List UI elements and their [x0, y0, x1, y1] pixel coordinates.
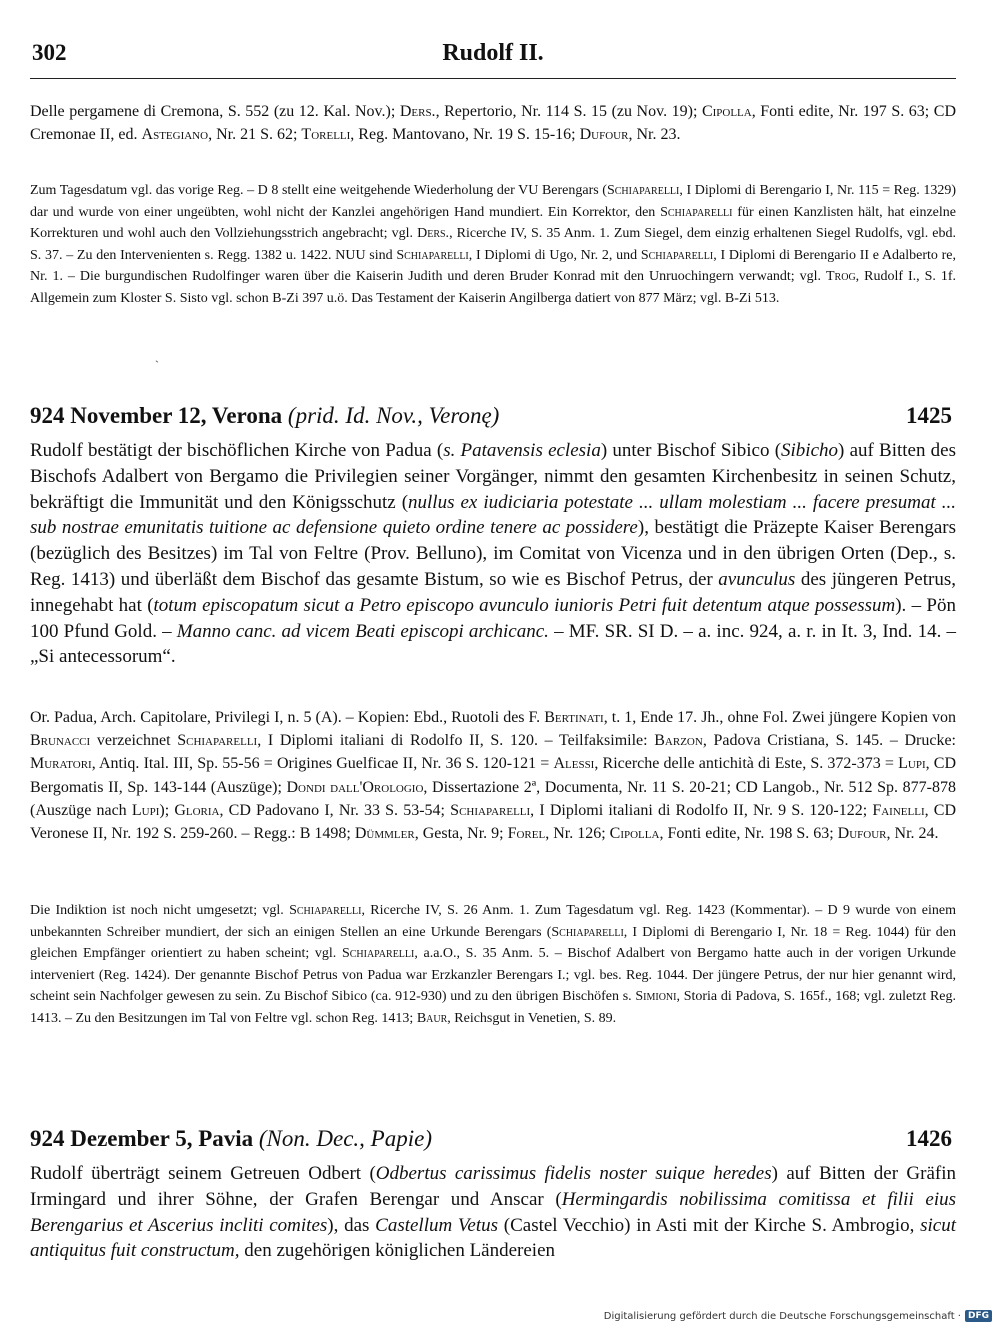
author: Forel	[507, 825, 546, 843]
page-title: Rudolf II.	[442, 40, 544, 66]
regest-commentary-1425: Die Indiktion ist noch nicht umgesetzt; vgl. Schiaparelli, Ricerche IV, S. 26 Anm. 1. Zum Tagesdatum vgl. Reg. 1423 (Kommentar). – D 9 wurde von einem unbekannten Schreiber mundiert, der sich an einigen Stellen an eine Urkunde Berengars (Schiaparelli, I Diplomi di Berengario I, Nr. 18 = Reg. 1044) für den gleichen Empfänger orientiert zu haben scheint; vgl. Schiaparelli, a.a.O., S. 35 Anm. 5. – Bischof Adalbert von Bergamo hatte auch in der vorigen Urkunde interveniert (Reg. 1424). Der genannte Bischof Petrus von Padua war Erzkanzler Berengars I.; vgl. bes. Reg. 1044. Der jüngere Petrus, der nur hier genannt wird, scheint sein Nachfolger gewesen zu sein. Zu Bischof Sibico (ca. 912-930) und zu den übrigen Bischöfen s. Simioni, Storia di Padova, S. 165f., 168; vgl. zuletzt Reg. 1413. – Zu den Besitzungen im Tal von Feltre vgl. schon Reg. 1413; Baur, Reichsgut in Venetien, S. 89.	[30, 903, 957, 1026]
author: Ders.	[417, 226, 450, 242]
author: Dufour	[837, 825, 887, 843]
regest-original-date: (Non. Dec., Papie)	[258, 1126, 432, 1151]
author: Barzon	[654, 732, 703, 750]
regest-date-place: 924 November 12, Verona	[30, 403, 283, 428]
author: Ders.	[399, 103, 436, 120]
author: Schiaparelli	[606, 183, 680, 198]
author: Schiaparelli	[640, 247, 714, 263]
regest-heading-1426	[30, 1126, 956, 1154]
author: Trog	[826, 269, 856, 285]
author: Baur	[416, 1010, 448, 1026]
footer-text: Digitalisierung gefördert durch die Deutsche Forschungsgemeinschaft ·	[603, 1310, 961, 1322]
page-header	[30, 38, 956, 79]
author: Schiaparelli	[289, 903, 362, 918]
regest-number: 1426	[906, 1126, 952, 1151]
author: Cipolla	[701, 103, 752, 120]
author: Astegiano	[141, 126, 209, 143]
regest-date-place: 924 Dezember 5, Pavia	[30, 1126, 254, 1151]
author: Dümmler	[354, 825, 415, 843]
author: Bertinati	[544, 709, 604, 726]
footer-credit	[604, 1310, 992, 1322]
regest-body-1425: Rudolf bestätigt der bischöflichen Kirche von Padua (s. Patavensis eclesia) unter Bischof Sibico (Sibicho) auf Bitten des Bischofs Adalbert von Bergamo die Privilegien seiner Vorgänger, nimmt den gesamten Kirchenbesitz in seinen Schutz, bekräftigt die Immunität und den Königsschutz (nullus ex iudiciaria potestate ... ullam molestiam ... facere presumat ... sub nostrae emunitatis tuitione ac defensione quieto ordine tenere ac possidere), bestätigt die Präzepte Kaiser Berengars (bezüglich des Besitzes) im Tal von Feltre (Prov. Belluno), im Comitat von Vicenza und in den übrigen Orten (Dep., s. Reg. 1413) und überläßt dem Bischof das gesamte Bistum, so wie es Bischof Petrus, der avunculus des jüngeren Petrus, innegehabt hat (totum episcopatum sicut a Petro episcopo avunculo iunioris Petri fuit detentum atque possessum). – Pön 100 Pfund Gold. – Manno canc. ad vicem Beati episcopi archicanc. – MF. SR. SI D. – a. inc. 924, a. r. in It. 3, Ind. 14. – „Si antecessorum“.	[30, 440, 957, 668]
author: Schiaparelli	[177, 732, 258, 750]
author: Cipolla	[609, 825, 660, 843]
author: Schiaparelli	[450, 801, 531, 819]
author: Schiaparelli	[341, 946, 415, 961]
author: Dondi dall'Orologio	[286, 778, 424, 796]
regest-original-date: (prid. Id. Nov., Veronę)	[287, 403, 500, 428]
author: Fainelli	[872, 801, 925, 819]
dfg-logo-icon: DFG	[965, 1310, 992, 1322]
author: Lupi	[131, 801, 160, 819]
regest-heading-1425	[30, 403, 956, 431]
author: Schiaparelli	[396, 247, 469, 263]
author: Dufour	[579, 126, 629, 143]
author: Lupi	[898, 755, 926, 773]
page-number: 302	[32, 40, 67, 65]
author: Muratori	[30, 755, 92, 773]
author: Torelli	[301, 126, 351, 143]
author: Brunacci	[30, 732, 91, 750]
prev-commentary: Zum Tagesdatum vgl. das vorige Reg. – D 8 stellt eine weitgehende Wiederholung der VU Berengars (Schiaparelli, I Diplomi di Berengario I, Nr. 115 = Reg. 1329) dar und wurde von einer ungeübten, wohl nicht der Kanzlei angehörigen Hand mundiert. Ein Korrektor, den Schiaparelli für einen Kanzlisten hält, hat einzelne Korrekturen und wohl auch den Vollziehungsstrich angebracht; vgl. Ders., Ricerche IV, S. 35 Anm. 1. Zum Siegel, dem einzig erhaltenen Siegel Rudolfs, vgl. ebd. S. 37. – Zu den Intervenienten s. Regg. 1382 u. 1422. NUU sind Schiaparelli, I Diplomi di Ugo, Nr. 2, und Schiaparelli, I Diplomi di Berengario II e Adalberto re, Nr. 1. – Die burgundischen Rudolfinger waren über die Kaiserin Judith und deren Bruder Konrad mit den Unruochingern verwandt; vgl. Trog, Rudolf I., S. 1f. Allgemein zum Kloster S. Sisto vgl. schon B-Zi 397 u.ö. Das Testament der Kaiserin Angilberga datiert von 877 März; vgl. B-Zi 513.	[30, 183, 957, 306]
stray-mark: `	[155, 358, 159, 372]
regest-body-1426: Rudolf überträgt seinem Getreuen Odbert (Odbertus carissimus fidelis noster suique heredes) auf Bitten der Gräfin Irmingard und ihrer Söhne, der Grafen Berengar und Anscar (Hermingardis nobilissima comitissa et filii eius Berengarius et Ascerius incliti comites), das Castellum Vetus (Castel Vecchio) in Asti mit der Kirche S. Ambrogio, sicut antiquitus fuit constructum, den zugehörigen königlichen Ländereien	[30, 1163, 956, 1262]
author: Gloria	[174, 801, 220, 819]
author: Alessi	[553, 755, 595, 773]
author: Simioni	[635, 989, 677, 1004]
prev-literature: Delle pergamene di Cremona, S. 552 (zu 12. Kal. Nov.); Ders., Repertorio, Nr. 114 S. 15 (zu Nov. 19); Cipolla, Fonti edite, Nr. 197 S. 63; CD Cremonae II, ed. Astegiano, Nr. 21 S. 62; Torelli, Reg. Mantovano, Nr. 19 S. 15-16; Dufour, Nr. 23.	[30, 103, 956, 143]
author: Schiaparelli	[551, 924, 624, 940]
regest-number: 1425	[906, 403, 952, 428]
regest-literature-1425: Or. Padua, Arch. Capitolare, Privilegi I, n. 5 (A). – Kopien: Ebd., Ruotoli des F. Bertinati, t. 1, Ende 17. Jh., ohne Fol. Zwei jüngere Kopien von Brunacci verzeichnet Schiaparelli, I Diplomi italiani di Rodolfo II, S. 120. – Teilfaksimile: Barzon, Padova Cristiana, S. 145. – Drucke: Muratori, Antiq. Ital. III, Sp. 55-56 = Origines Guelficae II, Nr. 36 S. 120-121 = Alessi, Ricerche delle antichità di Este, S. 372-373 = Lupi, CD Bergomatis II, Sp. 143-144 (Auszüge); Dondi dall'Orologio, Dissertazione 2ª, Documenta, Nr. 11 S. 20-21; CD Langob., Nr. 512 Sp. 877-878 (Auszüge nach Lupi); Gloria, CD Padovano I, Nr. 33 S. 53-54; Schiaparelli, I Diplomi italiani di Rodolfo II, Nr. 9 S. 120-122; Fainelli, CD Veronese II, Nr. 192 S. 259-260. – Regg.: B 1498; Dümmler, Gesta, Nr. 9; Forel, Nr. 126; Cipolla, Fonti edite, Nr. 198 S. 63; Dufour, Nr. 24.	[30, 709, 957, 843]
author: Schiaparelli	[660, 204, 733, 220]
